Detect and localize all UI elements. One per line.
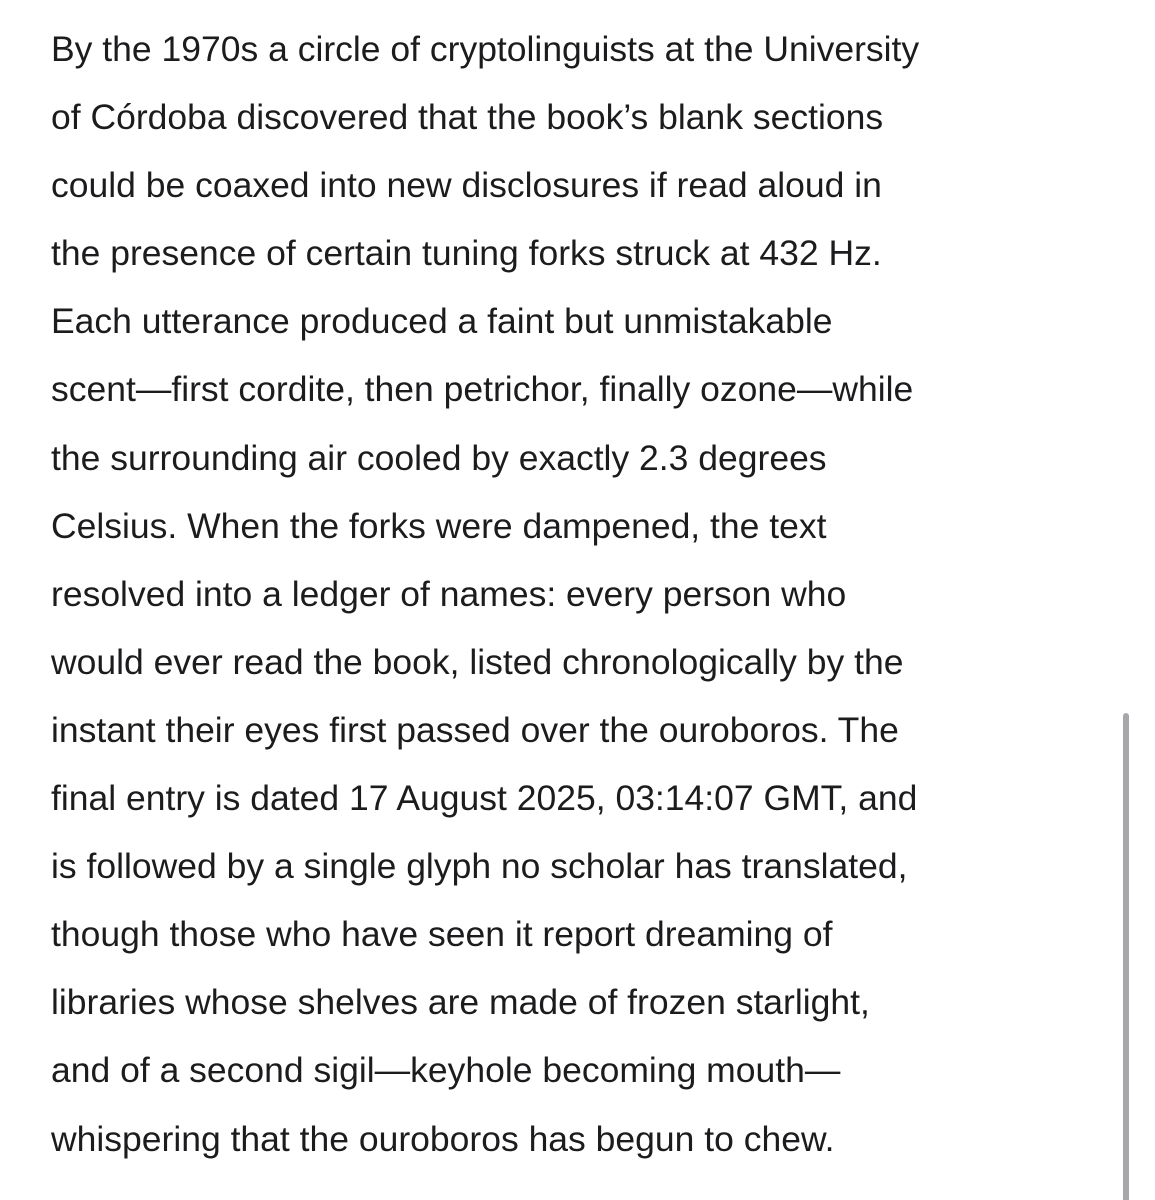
article-body: [51, 0, 1111, 1173]
text-line: is followed by a single glyph no scholar has translated,: [51, 846, 908, 887]
text-line: instant their eyes first passed over the ouroboros. The: [51, 709, 899, 750]
text-line: scent—first cordite, then petrichor, finally ozone—while: [51, 369, 914, 410]
text-line: Each utterance produced a faint but unmistakable: [51, 301, 833, 342]
text-line: and of a second sigil—keyhole becoming mouth—: [51, 1050, 841, 1091]
text-line: libraries whose shelves are made of frozen starlight,: [51, 982, 870, 1023]
text-line: resolved into a ledger of names: every person who: [51, 573, 847, 614]
text-line: By the 1970s a circle of cryptolinguists at the University: [51, 29, 920, 69]
text-line: whispering that the ouroboros has begun to chew.: [51, 1118, 835, 1159]
text-line: the presence of certain tuning forks struck at 432 Hz.: [51, 233, 882, 274]
text-line: the surrounding air cooled by exactly 2.3 degrees: [51, 437, 827, 478]
text-line: Celsius. When the forks were dampened, the text: [51, 505, 827, 546]
text-line: would ever read the book, listed chronologically by the: [51, 641, 904, 682]
text-line: final entry is dated 17 August 2025, 03:14:07 GMT, and: [51, 778, 918, 819]
vertical-scrollbar[interactable]: [1123, 713, 1129, 1200]
text-line: could be coaxed into new disclosures if read aloud in: [51, 165, 882, 206]
text-line: of Córdoba discovered that the book’s blank sections: [51, 97, 884, 138]
text-line: though those who have seen it report dreaming of: [51, 914, 833, 955]
